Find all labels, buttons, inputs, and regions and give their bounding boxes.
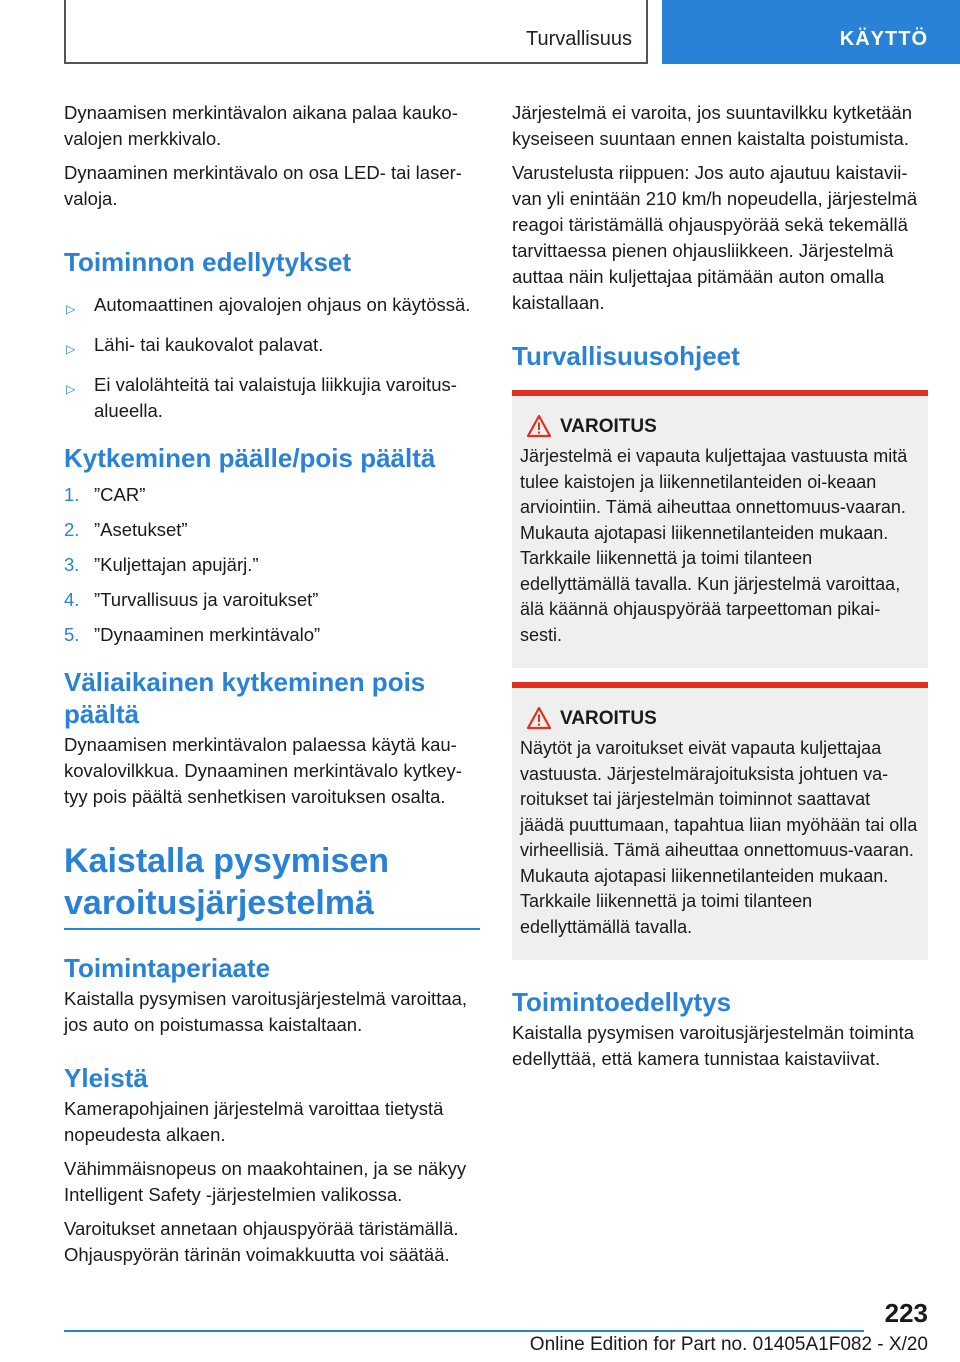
general-paragraph: Kamerapohjainen järjestelmä varoittaa tietystä nopeudesta alkaen. <box>64 1098 444 1145</box>
right-column <box>512 100 928 1080</box>
general-paragraph: Varoitukset annetaan ohjauspyörää täristämällä. Ohjauspyörän tärinän voimakkuutta voi säätää. <box>64 1218 459 1265</box>
list-item: ▷ Ei valolähteitä tai valaistuja liikkujia varoitus-alueella. <box>66 374 457 421</box>
general-paragraph: Vähimmäisnopeus on maakohtainen, ja se näkyy Intelligent Safety -järjestelmien valikossa. <box>64 1158 467 1205</box>
intro-paragraph: Varustelusta riippuen: Jos auto ajautuu kaistavii-van yli enintään 210 km/h nopeudella, järjestelmä reagoi täristämällä ohjauspyörää sekä tekemällä tarvittaessa pienen ohjausliikkeen. Järjestelmä auttaa näin kuljettajaa pitämään auton omalla kaistallaan. <box>512 162 918 313</box>
principle-text: Kaistalla pysymisen varoitusjärjestelmä varoittaa, jos auto on poistumassa kaistaltaan. <box>64 988 468 1035</box>
heading-switch: Kytkeminen päälle/pois päältä <box>64 443 436 473</box>
triangle-bullet-icon: ▷ <box>66 382 76 396</box>
warning-title: VAROITUS <box>520 416 918 438</box>
list-item: 3. ”Kuljettajan apujärj.” <box>64 554 259 575</box>
list-item: 1. ”CAR” <box>64 484 146 505</box>
warning-text: Näytöt ja varoitukset eivät vapauta kuljettajaa vastuusta. Järjestelmärajoituksista johtuen va-roitukset tai järjestelmän toiminnot saattavat jäädä puuttumaan, tapahtua liian myöhään tai olla virheellisiä. Tämä aiheuttaa onnettomuus-vaaran. Mukauta ajotapasi liikennetilanteiden mukaan. Tarkkaile liikennettä ja toimi tilanteen edellyttämällä tavalla. <box>520 738 918 937</box>
header-section-title: Turvallisuus <box>526 28 632 50</box>
triangle-bullet-icon: ▷ <box>66 342 76 356</box>
steps-list <box>64 482 480 648</box>
requirements-list <box>64 292 480 424</box>
left-column <box>64 100 480 1276</box>
heading-condition: Toimintoedellytys <box>512 987 732 1017</box>
condition-text: Kaistalla pysymisen varoitusjärjestelmän toiminta edellyttää, että kamera tunnistaa kaistaviivat. <box>512 1022 915 1069</box>
intro-paragraph: Järjestelmä ei varoita, jos suuntavilkku kytketään kyseiseen suuntaan ennen kaistalta poistumista. <box>512 102 912 149</box>
footer-edition: Online Edition for Part no. 01405A1F082 - X/20 <box>529 1334 928 1355</box>
warning-triangle-icon <box>526 706 552 730</box>
warning-title: VAROITUS <box>520 708 918 730</box>
intro-paragraph: Dynaamisen merkintävalon aikana palaa kauko-valojen merkkivalo. <box>64 102 458 149</box>
warning-triangle-icon <box>526 414 552 438</box>
list-item: 4. ”Turvallisuus ja varoitukset” <box>64 589 319 610</box>
heading-general: Yleistä <box>64 1063 148 1093</box>
list-item: 2. ”Asetukset” <box>64 519 188 540</box>
heading-safety: Turvallisuusohjeet <box>512 341 740 371</box>
list-item: ▷ Automaattinen ajovalojen ohjaus on käytössä. <box>64 292 480 318</box>
list-item: ▷ Lähi- tai kaukovalot palavat. <box>64 332 480 358</box>
header-chapter-box <box>662 0 960 64</box>
warning-box <box>512 390 928 668</box>
list-item: 5. ”Dynaaminen merkintävalo” <box>64 624 321 645</box>
heading-temporary-off: Väliaikainen kytkeminen pois päältä <box>64 667 426 729</box>
heading-principle: Toimintaperiaate <box>64 953 271 983</box>
intro-paragraph: Dynaaminen merkintävalo on osa LED- tai laser-valoja. <box>64 162 462 209</box>
warning-text: Järjestelmä ei vapauta kuljettajaa vastuusta mitä tulee kaistojen ja liikennetilanteiden oi-keaan arviointiin. Tämä aiheuttaa onnettomuus-vaaran. Mukauta ajotapasi liikennetilanteiden mukaan. Tarkkaile liikennettä ja toimi tilanteen edellyttämällä tavalla. Kun järjestelmä varoittaa, älä käännä ohjauspyörää tarpeettoman pikai-sesti. <box>520 446 908 645</box>
warning-box <box>512 682 928 960</box>
footer-divider <box>64 1330 864 1332</box>
triangle-bullet-icon: ▷ <box>66 302 76 316</box>
header-section-box <box>64 0 648 64</box>
heading-requirements: Toiminnon edellytykset <box>64 247 352 277</box>
page-number: 223 <box>884 1298 928 1328</box>
temporary-off-text: Dynaamisen merkintävalon palaessa käytä kau-kovalovilkkua. Dynaaminen merkintävalo kytkey-tyy pois päältä senhetkisen varoituksen osalta. <box>64 734 462 807</box>
main-heading-lane-departure: Kaistalla pysymisen varoitusjärjestelmä <box>64 840 480 930</box>
header-chapter-title: KÄYTTÖ <box>839 28 928 50</box>
